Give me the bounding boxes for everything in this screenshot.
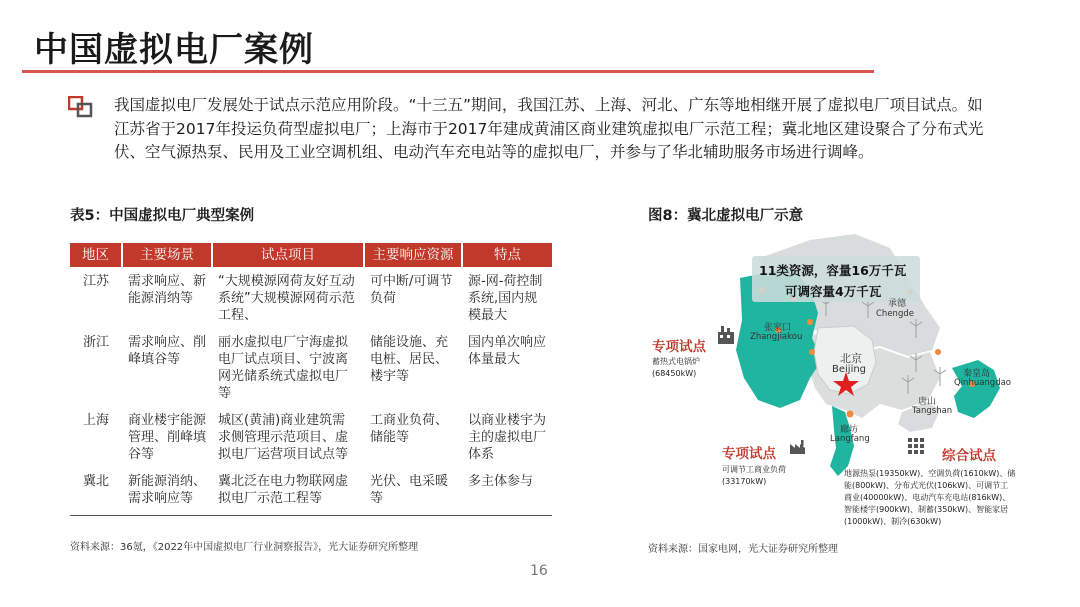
page-title: 中国虚拟电厂案例 xyxy=(34,30,314,70)
figure-caption: 图8：冀北虚拟电厂示意 xyxy=(648,208,804,224)
cell-region: 冀北 xyxy=(70,467,122,516)
boiler-facility-icon xyxy=(718,326,734,344)
cell-region: 浙江 xyxy=(82,335,109,350)
city-tangshan-en: Tangshan xyxy=(912,406,953,416)
city-zhangjiakou-cn: 张家口 xyxy=(764,323,792,333)
table-caption: 表5：中国虚拟电厂典型案例 xyxy=(70,208,255,224)
table-row xyxy=(70,267,552,328)
city-beijing-cn: 北京 xyxy=(840,352,862,365)
cell-scenario: 新能源消纳、需求响应等 xyxy=(122,467,212,516)
table-source-note: 资料来源：36氪，《2022年中国虚拟电厂行业洞察报告》，光大证券研究所整理 xyxy=(70,542,419,553)
city-chengde-cn: 承德 xyxy=(888,299,907,309)
figure-source-note: 资料来源：国家电网，光大证券研究所整理 xyxy=(648,544,838,555)
right-pilot-label: 综合试点 xyxy=(942,448,996,464)
callout-resources: 11类资源，容量16万千瓦 xyxy=(759,263,907,278)
cell-scenario: 需求响应、削峰填谷等 xyxy=(128,335,207,367)
city-qinhuangdao-en: Qinhuangdao xyxy=(954,378,1012,388)
cell-region: 上海 xyxy=(82,413,109,428)
cell-resources: 工商业负荷、储能等 xyxy=(370,413,449,445)
page-number: 16 xyxy=(530,563,548,579)
cell-project: 丽水虚拟电厂宁海虚拟电厂试点项目、宁波离网光储系统式虚拟电厂等 xyxy=(218,335,349,401)
header-scenario: 主要场景 xyxy=(122,243,212,267)
table-header-row xyxy=(70,243,552,267)
cell-region: 江苏 xyxy=(82,274,109,289)
cell-resources: 储能设施、充电桩、居民、楼宇等 xyxy=(370,335,449,384)
city-qinhuangdao-cn: 秦皇岛 xyxy=(963,369,991,379)
title-divider xyxy=(22,70,874,73)
mid-pilot-label: 专项试点 xyxy=(722,446,776,462)
city-zhangjiakou-en: Zhangjiakou xyxy=(750,332,803,342)
cell-resources: 光伏、电采暖等 xyxy=(364,467,462,516)
header-region: 地区 xyxy=(70,243,122,267)
mid-pilot-desc-2: (33170kW) xyxy=(722,477,767,486)
right-pilot-desc-1: 地源热泵(19350kW)、空调负荷(1610kW)、储 xyxy=(844,469,1016,478)
table-row xyxy=(70,406,552,467)
left-pilot-desc-1: 蓄热式电锅炉 xyxy=(652,357,700,366)
right-pilot-desc-3: 商业(40000kW)、电动汽车充电站(816kW)、 xyxy=(844,493,1011,502)
intro-paragraph: 我国虚拟电厂发展处于试点示范应用阶段。“十三五”期间，我国江苏、上海、河北、广东等地相继开展了虚拟电厂项目试点。如江苏省于2017年投运负荷型虚拟电厂；上海市于2017年建成黄浦区商业建筑虚拟电厂示范工程；冀北地区建设聚合了分布式光伏、空气源热泵、民用及工业空调机组、电动汽车充电站等的虚拟电厂，并参与了华北辅助服务市场进行调峰。 xyxy=(114,96,984,161)
resource-marker xyxy=(847,411,854,418)
right-pilot-desc-4: 智能楼宇(900kW)、制蓄(350kW)、智能家居 xyxy=(844,505,1009,514)
header-features: 特点 xyxy=(462,243,552,267)
bullet-squares-icon xyxy=(68,96,94,118)
city-langfang-cn: 廊坊 xyxy=(840,425,859,435)
cell-features: 国内单次响应体量最大 xyxy=(468,335,547,367)
header-project: 试点项目 xyxy=(212,243,364,267)
cell-project: 城区(黄浦)商业建筑需求侧管理示范项目、虚拟电厂运营项目试点等 xyxy=(218,413,349,462)
cell-scenario: 需求响应、新能源消纳等 xyxy=(128,274,207,306)
cell-features: 多主体参与 xyxy=(462,467,552,516)
resource-marker xyxy=(809,349,815,355)
callout-adjustable: 可调容量4万千瓦 xyxy=(785,284,882,299)
cell-resources: 可中断/可调节负荷 xyxy=(370,274,453,306)
resource-marker xyxy=(807,319,813,325)
header-resources: 主要响应资源 xyxy=(364,243,462,267)
city-tangshan-cn: 唐山 xyxy=(918,397,937,407)
table-row xyxy=(70,328,552,406)
table-row xyxy=(70,467,552,516)
cell-project: 冀北泛在电力物联网虚拟电厂示范工程等 xyxy=(212,467,364,516)
mid-pilot-desc-1: 可调节工商业负荷 xyxy=(722,465,786,474)
right-pilot-desc-2: 能(800kW)、分布式光伏(106kW)、可调节工 xyxy=(844,481,1009,490)
cell-scenario: 商业楼宇能源管理、削峰填谷等 xyxy=(128,413,207,462)
right-pilot-desc-5: (1000kW)、制冷(630kW) xyxy=(844,517,942,526)
cell-features: 源-网-荷控制系统,国内规模最大 xyxy=(468,274,543,323)
city-chengde-en: Chengde xyxy=(876,309,914,319)
city-langfang-en: Langfang xyxy=(830,434,870,444)
resource-marker xyxy=(935,349,941,355)
cell-project: “大规模源网荷友好互动系统”大规模源网荷示范工程、 xyxy=(218,274,355,323)
city-beijing-en: Beijing xyxy=(832,364,867,375)
left-pilot-desc-2: (68450kW) xyxy=(652,369,697,378)
factory-icon xyxy=(790,440,805,454)
left-pilot-label: 专项试点 xyxy=(652,339,706,355)
cell-features: 以商业楼宇为主的虚拟电厂体系 xyxy=(468,413,547,462)
composite-grid-icon xyxy=(908,438,924,454)
cases-table xyxy=(70,243,552,516)
